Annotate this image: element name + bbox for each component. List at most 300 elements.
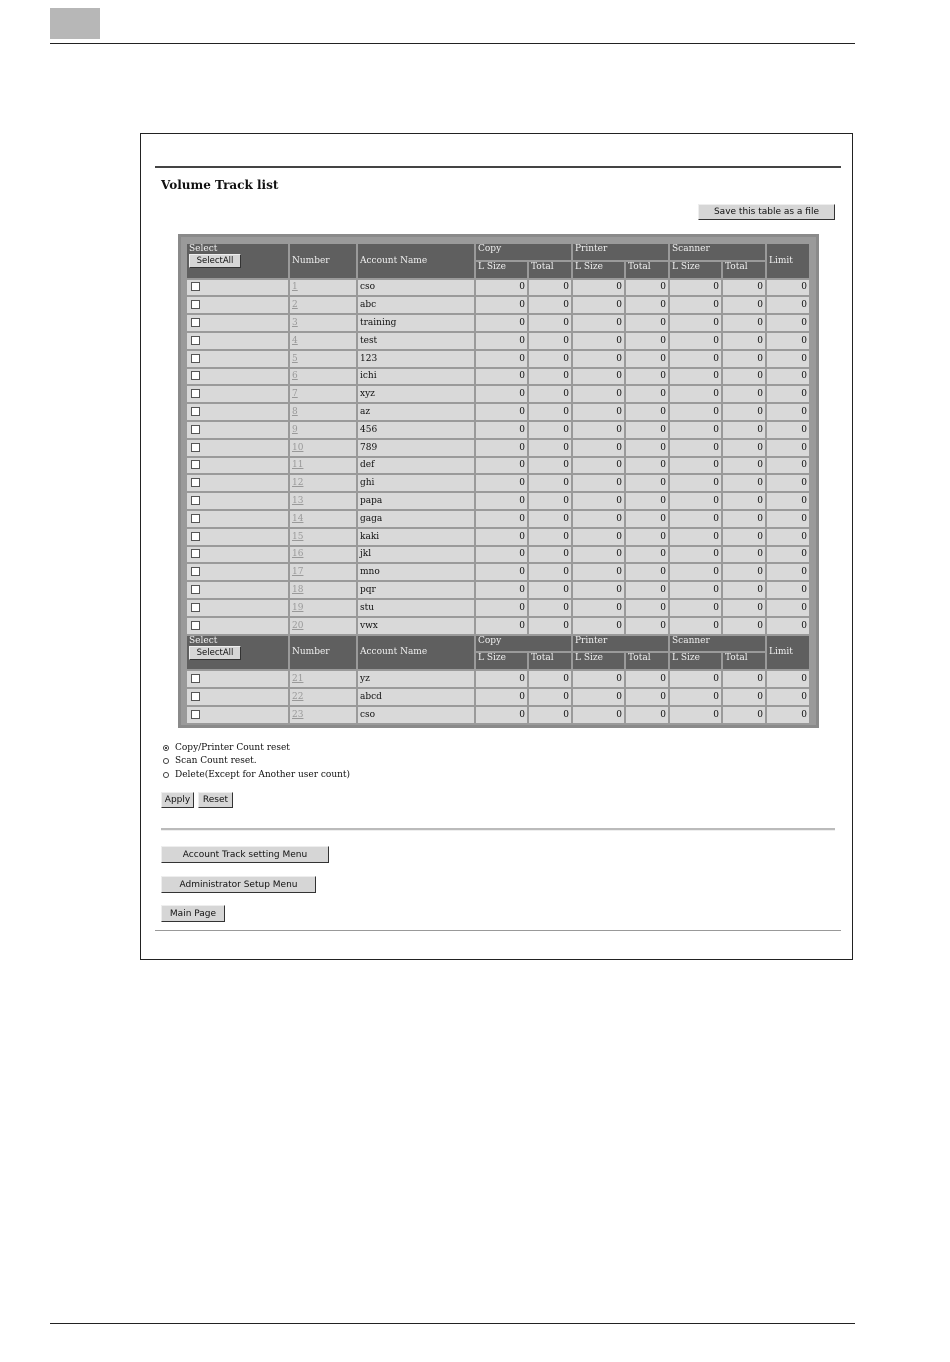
scanner-total-cell: 0 (723, 547, 765, 563)
select-cell (187, 529, 288, 545)
copy-total-cell: 0 (529, 493, 571, 509)
radio-icon[interactable] (163, 758, 169, 764)
account-name-cell: abcd (358, 689, 474, 705)
account-number-link[interactable]: 8 (292, 407, 298, 418)
copy-l-size-cell: 0 (476, 315, 527, 331)
reset-button[interactable]: Reset (198, 792, 233, 808)
account-name-cell: vwx (358, 618, 474, 634)
scanner-total-cell: 0 (723, 351, 765, 367)
table-row (187, 404, 809, 420)
l-size-subheader: L Size (670, 653, 721, 669)
scanner-total-cell: 0 (723, 493, 765, 509)
account-number-link[interactable]: 3 (292, 318, 298, 329)
account-name-cell: 789 (358, 440, 474, 456)
printer-l-size-cell: 0 (573, 422, 624, 438)
table-row (187, 707, 809, 723)
printer-total-cell: 0 (626, 315, 668, 331)
row-checkbox[interactable] (191, 389, 200, 398)
account-number-link[interactable]: 14 (292, 513, 304, 524)
scanner-total-cell: 0 (723, 422, 765, 438)
scanner-l-size-cell: 0 (670, 422, 721, 438)
copy-l-size-cell: 0 (476, 440, 527, 456)
limit-column-header: Limit (767, 244, 809, 278)
limit-cell: 0 (767, 315, 809, 331)
printer-l-size-cell: 0 (573, 333, 624, 349)
copy-l-size-cell: 0 (476, 280, 527, 296)
copy-l-size-cell: 0 (476, 458, 527, 474)
row-checkbox[interactable] (191, 496, 200, 505)
account-name-cell: cso (358, 707, 474, 723)
table-row (187, 671, 809, 687)
top-rule (50, 43, 855, 44)
select-header-label: Select (189, 635, 218, 646)
limit-cell: 0 (767, 369, 809, 385)
scanner-l-size-cell: 0 (670, 493, 721, 509)
account-number-link[interactable]: 18 (292, 585, 304, 596)
printer-total-cell: 0 (626, 529, 668, 545)
account-name-cell: papa (358, 493, 474, 509)
radio-icon[interactable] (163, 772, 169, 778)
account-name-cell: xyz (358, 386, 474, 402)
screenshot-frame (140, 133, 853, 960)
select-cell (187, 707, 288, 723)
printer-total-cell: 0 (626, 689, 668, 705)
select-cell (187, 511, 288, 527)
select-header-label: Select (189, 244, 218, 254)
number-cell (290, 369, 356, 385)
scanner-l-size-cell: 0 (670, 440, 721, 456)
copy-l-size-cell: 0 (476, 369, 527, 385)
printer-l-size-cell: 0 (573, 618, 624, 634)
scanner-l-size-cell: 0 (670, 315, 721, 331)
account-name-cell: jkl (358, 547, 474, 563)
table-row (187, 333, 809, 349)
copy-l-size-cell: 0 (476, 564, 527, 580)
copy-total-cell: 0 (529, 564, 571, 580)
limit-cell: 0 (767, 458, 809, 474)
printer-l-size-cell: 0 (573, 280, 624, 296)
printer-total-cell: 0 (626, 280, 668, 296)
row-checkbox[interactable] (191, 300, 200, 309)
copy-column-header: Copy (476, 636, 571, 652)
table-row (187, 297, 809, 313)
limit-cell: 0 (767, 511, 809, 527)
number-cell (290, 280, 356, 296)
printer-l-size-cell: 0 (573, 600, 624, 616)
select-cell (187, 582, 288, 598)
copy-l-size-cell: 0 (476, 422, 527, 438)
total-subheader: Total (723, 262, 765, 278)
account-name-cell: def (358, 458, 474, 474)
limit-cell: 0 (767, 529, 809, 545)
copy-l-size-cell: 0 (476, 707, 527, 723)
limit-cell: 0 (767, 547, 809, 563)
select-cell (187, 493, 288, 509)
number-cell (290, 475, 356, 491)
printer-l-size-cell: 0 (573, 386, 624, 402)
row-checkbox[interactable] (191, 532, 200, 541)
printer-l-size-cell: 0 (573, 315, 624, 331)
radio-option-copy-printer-reset[interactable] (163, 741, 350, 755)
table-row (187, 280, 809, 296)
copy-total-cell: 0 (529, 422, 571, 438)
l-size-subheader: L Size (476, 653, 527, 669)
printer-total-cell: 0 (626, 351, 668, 367)
number-column-header: Number (290, 244, 356, 278)
reset-options (163, 741, 350, 782)
printer-l-size-cell: 0 (573, 511, 624, 527)
printer-total-cell: 0 (626, 511, 668, 527)
copy-total-cell: 0 (529, 618, 571, 634)
account-number-link[interactable]: 6 (292, 371, 298, 382)
copy-total-cell: 0 (529, 369, 571, 385)
copy-l-size-cell: 0 (476, 493, 527, 509)
scanner-l-size-cell: 0 (670, 404, 721, 420)
printer-total-cell: 0 (626, 547, 668, 563)
radio-option-delete[interactable] (163, 768, 350, 782)
scanner-total-cell: 0 (723, 440, 765, 456)
scanner-l-size-cell: 0 (670, 529, 721, 545)
account-name-cell: test (358, 333, 474, 349)
save-table-button[interactable]: Save this table as a file (698, 204, 835, 220)
row-checkbox[interactable] (191, 354, 200, 363)
number-cell (290, 600, 356, 616)
scanner-l-size-cell: 0 (670, 707, 721, 723)
select-cell (187, 440, 288, 456)
radio-option-scan-reset[interactable] (163, 755, 350, 769)
scanner-total-cell: 0 (723, 564, 765, 580)
account-name-cell: pqr (358, 582, 474, 598)
scanner-total-cell: 0 (723, 404, 765, 420)
account-number-link[interactable]: 13 (292, 496, 304, 507)
table-row (187, 582, 809, 598)
copy-l-size-cell: 0 (476, 386, 527, 402)
printer-l-size-cell: 0 (573, 493, 624, 509)
account-name-cell: ichi (358, 369, 474, 385)
row-checkbox[interactable] (191, 585, 200, 594)
limit-cell: 0 (767, 422, 809, 438)
table-row (187, 458, 809, 474)
account-name-cell: yz (358, 671, 474, 687)
bottom-rule (50, 1323, 855, 1324)
scanner-total-cell: 0 (723, 458, 765, 474)
table-header-row (187, 244, 809, 260)
copy-l-size-cell: 0 (476, 404, 527, 420)
account-number-link[interactable]: 4 (292, 335, 298, 346)
printer-column-header: Printer (573, 636, 668, 652)
account-name-cell: stu (358, 600, 474, 616)
main-page-button[interactable]: Main Page (161, 905, 225, 922)
select-cell (187, 689, 288, 705)
copy-l-size-cell: 0 (476, 297, 527, 313)
scanner-l-size-cell: 0 (670, 547, 721, 563)
number-cell (290, 529, 356, 545)
copy-l-size-cell: 0 (476, 600, 527, 616)
scanner-l-size-cell: 0 (670, 671, 721, 687)
select-column-header (187, 636, 288, 670)
printer-l-size-cell: 0 (573, 440, 624, 456)
printer-total-cell: 0 (626, 404, 668, 420)
volume-track-table-panel (178, 234, 819, 728)
select-cell (187, 386, 288, 402)
separator (161, 828, 835, 831)
select-cell (187, 618, 288, 634)
account-number-link[interactable]: 15 (292, 531, 304, 542)
printer-l-size-cell: 0 (573, 351, 624, 367)
number-cell (290, 493, 356, 509)
printer-l-size-cell: 0 (573, 671, 624, 687)
number-cell (290, 547, 356, 563)
account-number-link[interactable]: 1 (292, 282, 298, 293)
limit-cell: 0 (767, 440, 809, 456)
scanner-column-header: Scanner (670, 636, 765, 652)
copy-l-size-cell: 0 (476, 333, 527, 349)
copy-total-cell: 0 (529, 511, 571, 527)
copy-l-size-cell: 0 (476, 671, 527, 687)
account-name-cell: kaki (358, 529, 474, 545)
account-number-link[interactable]: 21 (292, 674, 304, 685)
copy-l-size-cell: 0 (476, 475, 527, 491)
account-number-link[interactable]: 5 (292, 353, 298, 364)
row-checkbox[interactable] (191, 549, 200, 558)
scanner-total-cell: 0 (723, 315, 765, 331)
limit-cell: 0 (767, 564, 809, 580)
copy-total-cell: 0 (529, 707, 571, 723)
copy-total-cell: 0 (529, 671, 571, 687)
number-cell (290, 582, 356, 598)
scanner-column-header: Scanner (670, 244, 765, 260)
number-column-header: Number (290, 636, 356, 670)
select-cell (187, 280, 288, 296)
number-cell (290, 689, 356, 705)
copy-total-cell: 0 (529, 458, 571, 474)
printer-total-cell: 0 (626, 458, 668, 474)
limit-cell: 0 (767, 600, 809, 616)
radio-selected-icon[interactable] (163, 745, 169, 751)
account-number-link[interactable]: 10 (292, 442, 304, 453)
table-row (187, 529, 809, 545)
row-checkbox[interactable] (191, 318, 200, 327)
printer-total-cell: 0 (626, 369, 668, 385)
scanner-l-size-cell: 0 (670, 475, 721, 491)
select-cell (187, 422, 288, 438)
copy-total-cell: 0 (529, 404, 571, 420)
row-checkbox[interactable] (191, 336, 200, 345)
account-name-column-header: Account Name (358, 244, 474, 278)
limit-cell: 0 (767, 386, 809, 402)
row-checkbox[interactable] (191, 514, 200, 523)
scanner-total-cell: 0 (723, 618, 765, 634)
select-all-button[interactable]: SelectAll (189, 646, 241, 660)
scanner-l-size-cell: 0 (670, 458, 721, 474)
account-name-cell: abc (358, 297, 474, 313)
printer-column-header: Printer (573, 244, 668, 260)
radio-label: Delete(Except for Another user count) (175, 769, 351, 780)
number-cell (290, 422, 356, 438)
copy-total-cell: 0 (529, 600, 571, 616)
limit-cell: 0 (767, 618, 809, 634)
copy-total-cell: 0 (529, 386, 571, 402)
number-cell (290, 333, 356, 349)
table-row (187, 547, 809, 563)
copy-total-cell: 0 (529, 529, 571, 545)
account-name-cell: mno (358, 564, 474, 580)
select-all-button[interactable]: SelectAll (189, 254, 241, 268)
number-cell (290, 618, 356, 634)
select-cell (187, 671, 288, 687)
copy-total-cell: 0 (529, 333, 571, 349)
scanner-total-cell: 0 (723, 671, 765, 687)
number-cell (290, 404, 356, 420)
printer-total-cell: 0 (626, 493, 668, 509)
scanner-l-size-cell: 0 (670, 618, 721, 634)
l-size-subheader: L Size (573, 653, 624, 669)
row-checkbox[interactable] (191, 710, 200, 719)
account-number-link[interactable]: 19 (292, 602, 304, 613)
account-track-setting-menu-button[interactable]: Account Track setting Menu (161, 846, 329, 863)
select-cell (187, 458, 288, 474)
scanner-total-cell: 0 (723, 707, 765, 723)
scanner-l-size-cell: 0 (670, 600, 721, 616)
copy-total-cell: 0 (529, 547, 571, 563)
row-checkbox[interactable] (191, 371, 200, 380)
l-size-subheader: L Size (476, 262, 527, 278)
limit-cell: 0 (767, 671, 809, 687)
scanner-total-cell: 0 (723, 689, 765, 705)
number-cell (290, 564, 356, 580)
printer-l-size-cell: 0 (573, 475, 624, 491)
row-checkbox[interactable] (191, 603, 200, 612)
copy-l-size-cell: 0 (476, 689, 527, 705)
printer-total-cell: 0 (626, 671, 668, 687)
select-cell (187, 351, 288, 367)
printer-l-size-cell: 0 (573, 707, 624, 723)
copy-l-size-cell: 0 (476, 547, 527, 563)
printer-total-cell: 0 (626, 564, 668, 580)
scanner-l-size-cell: 0 (670, 297, 721, 313)
row-checkbox[interactable] (191, 282, 200, 291)
row-checkbox[interactable] (191, 567, 200, 576)
copy-total-cell: 0 (529, 475, 571, 491)
scanner-l-size-cell: 0 (670, 511, 721, 527)
scanner-total-cell: 0 (723, 475, 765, 491)
total-subheader: Total (529, 262, 571, 278)
limit-cell: 0 (767, 582, 809, 598)
radio-label: Copy/Printer Count reset (175, 742, 290, 753)
row-checkbox[interactable] (191, 478, 200, 487)
l-size-subheader: L Size (573, 262, 624, 278)
scanner-total-cell: 0 (723, 280, 765, 296)
limit-cell: 0 (767, 707, 809, 723)
scanner-l-size-cell: 0 (670, 564, 721, 580)
account-name-cell: gaga (358, 511, 474, 527)
scanner-l-size-cell: 0 (670, 689, 721, 705)
printer-total-cell: 0 (626, 475, 668, 491)
table-row (187, 564, 809, 580)
copy-l-size-cell: 0 (476, 351, 527, 367)
account-number-link[interactable]: 11 (292, 460, 304, 471)
apply-button[interactable]: Apply (161, 792, 194, 808)
table-row (187, 315, 809, 331)
select-cell (187, 333, 288, 349)
limit-column-header: Limit (767, 636, 809, 670)
scanner-l-size-cell: 0 (670, 582, 721, 598)
row-checkbox[interactable] (191, 460, 200, 469)
administrator-setup-menu-button[interactable]: Administrator Setup Menu (161, 876, 316, 893)
scanner-total-cell: 0 (723, 297, 765, 313)
printer-total-cell: 0 (626, 582, 668, 598)
total-subheader: Total (723, 653, 765, 669)
select-cell (187, 404, 288, 420)
printer-l-size-cell: 0 (573, 564, 624, 580)
number-cell (290, 386, 356, 402)
select-cell (187, 297, 288, 313)
printer-total-cell: 0 (626, 600, 668, 616)
table-row (187, 493, 809, 509)
account-number-link[interactable]: 12 (292, 478, 304, 489)
limit-cell: 0 (767, 493, 809, 509)
row-checkbox[interactable] (191, 621, 200, 630)
table-header-row (187, 636, 809, 652)
number-cell (290, 511, 356, 527)
number-cell (290, 440, 356, 456)
page-title: Volume Track list (161, 178, 279, 192)
row-checkbox[interactable] (191, 692, 200, 701)
select-cell (187, 600, 288, 616)
scanner-l-size-cell: 0 (670, 386, 721, 402)
table-row (187, 440, 809, 456)
account-number-link[interactable]: 22 (292, 691, 304, 702)
printer-l-size-cell: 0 (573, 404, 624, 420)
row-checkbox[interactable] (191, 407, 200, 416)
printer-l-size-cell: 0 (573, 297, 624, 313)
select-cell (187, 315, 288, 331)
account-number-link[interactable]: 23 (292, 709, 304, 720)
select-cell (187, 547, 288, 563)
copy-total-cell: 0 (529, 315, 571, 331)
row-checkbox[interactable] (191, 674, 200, 683)
account-number-link[interactable]: 17 (292, 567, 304, 578)
account-number-link[interactable]: 2 (292, 300, 298, 311)
table-row (187, 386, 809, 402)
copy-l-size-cell: 0 (476, 582, 527, 598)
select-cell (187, 475, 288, 491)
radio-label: Scan Count reset. (175, 756, 257, 767)
account-number-link[interactable]: 9 (292, 424, 298, 435)
row-checkbox[interactable] (191, 443, 200, 452)
number-cell (290, 351, 356, 367)
copy-l-size-cell: 0 (476, 511, 527, 527)
account-number-link[interactable]: 7 (292, 389, 298, 400)
page-tab-marker (50, 8, 100, 39)
account-number-link[interactable]: 20 (292, 620, 304, 631)
printer-l-size-cell: 0 (573, 369, 624, 385)
printer-total-cell: 0 (626, 297, 668, 313)
content-area (155, 166, 841, 931)
limit-cell: 0 (767, 689, 809, 705)
row-checkbox[interactable] (191, 425, 200, 434)
total-subheader: Total (626, 653, 668, 669)
account-name-cell: 123 (358, 351, 474, 367)
copy-total-cell: 0 (529, 351, 571, 367)
number-cell (290, 671, 356, 687)
limit-cell: 0 (767, 404, 809, 420)
copy-total-cell: 0 (529, 297, 571, 313)
account-number-link[interactable]: 16 (292, 549, 304, 560)
number-cell (290, 707, 356, 723)
account-name-column-header: Account Name (358, 636, 474, 670)
scanner-total-cell: 0 (723, 333, 765, 349)
